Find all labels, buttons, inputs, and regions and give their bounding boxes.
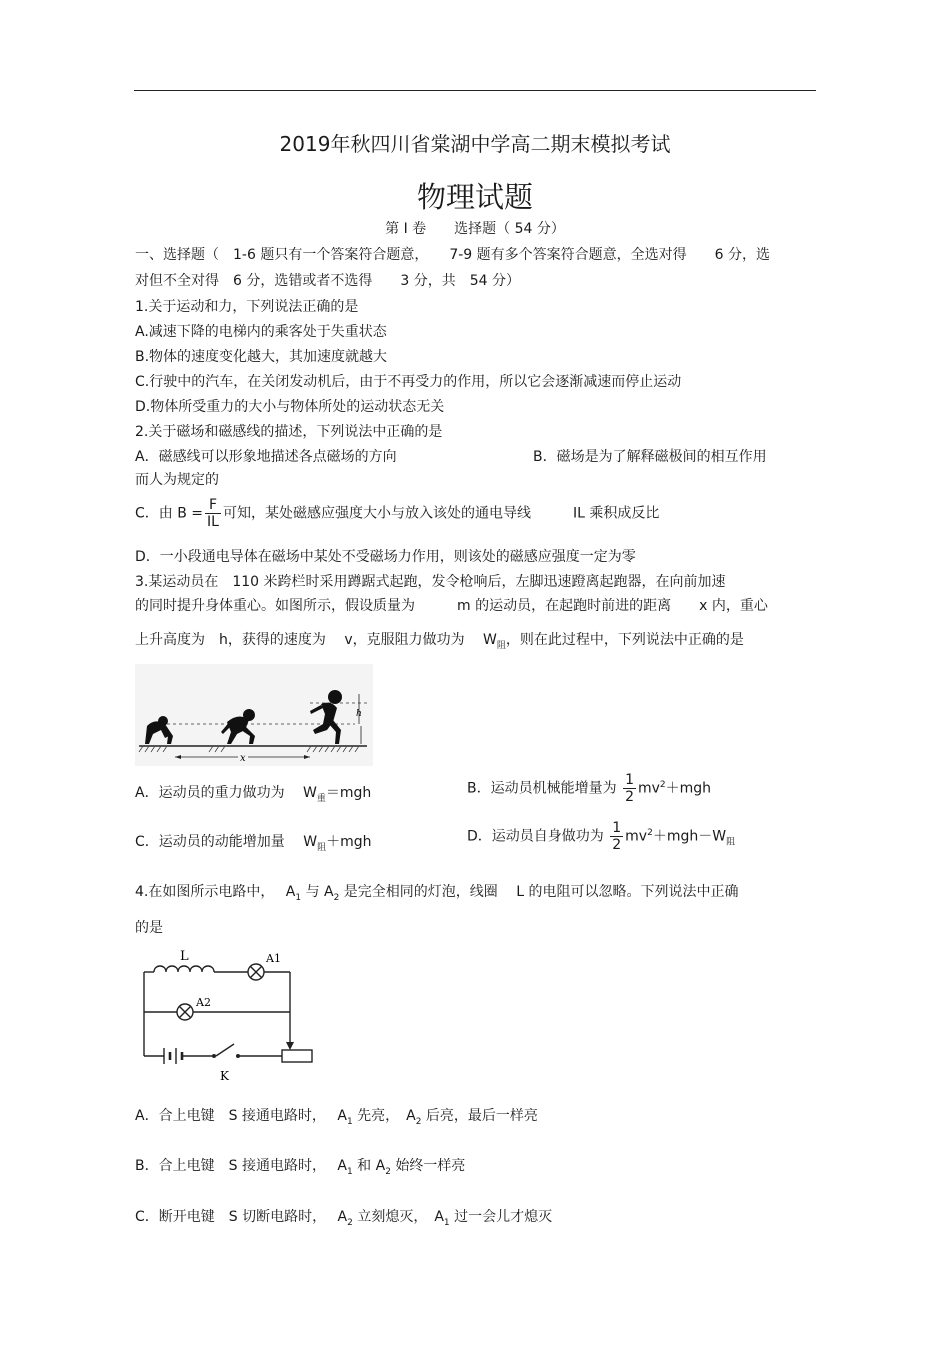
- q1-option-c: C.行驶中的汽车，在关闭发动机后，由于不再受力的作用，所以它会逐渐减速而停止运动: [135, 374, 682, 390]
- q3-option-c: C．运动员的动能增加量 $W_阻+mgh$: [135, 834, 372, 853]
- label-h: h: [356, 709, 362, 719]
- q3-stem-1: 3.某运动员在 110 米跨栏时采用蹲踞式起跑，发令枪响后，左脚迅速蹬离起跑器，在向前加速: [135, 574, 726, 590]
- label-L: L: [180, 949, 189, 964]
- header-rule: [134, 90, 816, 91]
- q4-stem-1: 4.在如图所示电路中， $A_1$ 与 $A_2$ 是完全相同的灯泡，线圈 L 的电阻可以忽略。下列说法中正确: [135, 884, 739, 903]
- instructions-line-1: 一、选择题（ 1-6 题只有一个答案符合题意， 7-9 题有多个答案符合题意，全选对得 6 分，选: [135, 247, 770, 263]
- label-K: K: [220, 1069, 229, 1083]
- fraction-f-over-il: $\frac{F}{IL}$: [207, 497, 219, 531]
- sprinter-figure: [135, 664, 373, 766]
- q3-stem-2: 的同时提升身体重心。如图所示，假设质量为 m 的运动员，在起跑时前进的距离 x 内，重心: [135, 598, 768, 614]
- q2-option-a: A．磁感线可以形象地描述各点磁场的方向: [135, 449, 397, 465]
- q1-option-d: D.物体所受重力的大小与物体所处的运动状态无关: [135, 399, 445, 415]
- q3-stem-3: 上升高度为 h，获得的速度为 v，克服阻力做功为 $W_阻$，则在此过程中，下列说法中正确的是: [135, 632, 744, 651]
- subject-title: 物理试题: [416, 180, 533, 214]
- q2-option-b: B．磁场是为了解释磁极间的相互作用: [533, 449, 767, 465]
- q4-option-a: A．合上电键 S 接通电路时， $A_1$ 先亮， $A_2$ 后亮，最后一样亮: [135, 1108, 538, 1127]
- q4-stem-2: 的是: [135, 920, 163, 936]
- q2-option-c: C．由 B = $\frac{F}{IL}$ 可知，某处磁感应强度大小与放入该处的通电导线 IL 乘积成反比: [135, 497, 660, 531]
- q2-option-d: D．一小段通电导体在磁场中某处不受磁场力作用，则该处的磁感应强度一定为零: [135, 549, 636, 565]
- q4-option-b: B．合上电键 S 接通电路时， $A_1$ 和 $A_2$ 始终一样亮: [135, 1158, 466, 1177]
- exam-title: 2019年秋四川省棠湖中学高二期末模拟考试: [279, 132, 671, 156]
- q4-option-c: C．断开电键 S 切断电路时， $A_2$ 立刻熄灭， $A_1$ 过一会儿才熄灭: [135, 1209, 553, 1228]
- q2-stem: 2.关于磁场和磁感线的描述，下列说法中正确的是: [135, 424, 443, 440]
- instructions-line-2: 对但不全对得 6 分，选错或者不选得 3 分，共 54 分）: [135, 273, 520, 289]
- circuit-figure: [138, 940, 318, 1085]
- q3-option-b: B．运动员机械能增量为 $\frac{1}{2}$ $mv^2+mgh$: [467, 772, 712, 806]
- q1-option-b: B.物体的速度变化越大，其加速度就越大: [135, 349, 388, 365]
- q1-stem: 1.关于运动和力，下列说法正确的是: [135, 299, 359, 315]
- section-heading: 第 I 卷 选择题（ 54 分）: [385, 221, 565, 237]
- label-A2: A2: [196, 996, 211, 1009]
- q3-option-a: A．运动员的重力做功为 $W_重=mgh$: [135, 785, 372, 804]
- label-x: x: [240, 753, 246, 764]
- q1-option-a: A.减速下降的电梯内的乘客处于失重状态: [135, 324, 387, 340]
- q3-option-d: D．运动员自身做功为 $\frac{1}{2}$ $mv^2+mgh-W_阻$: [467, 820, 736, 854]
- q2-option-b-cont: 而人为规定的: [135, 472, 219, 488]
- label-A1: A1: [266, 952, 281, 965]
